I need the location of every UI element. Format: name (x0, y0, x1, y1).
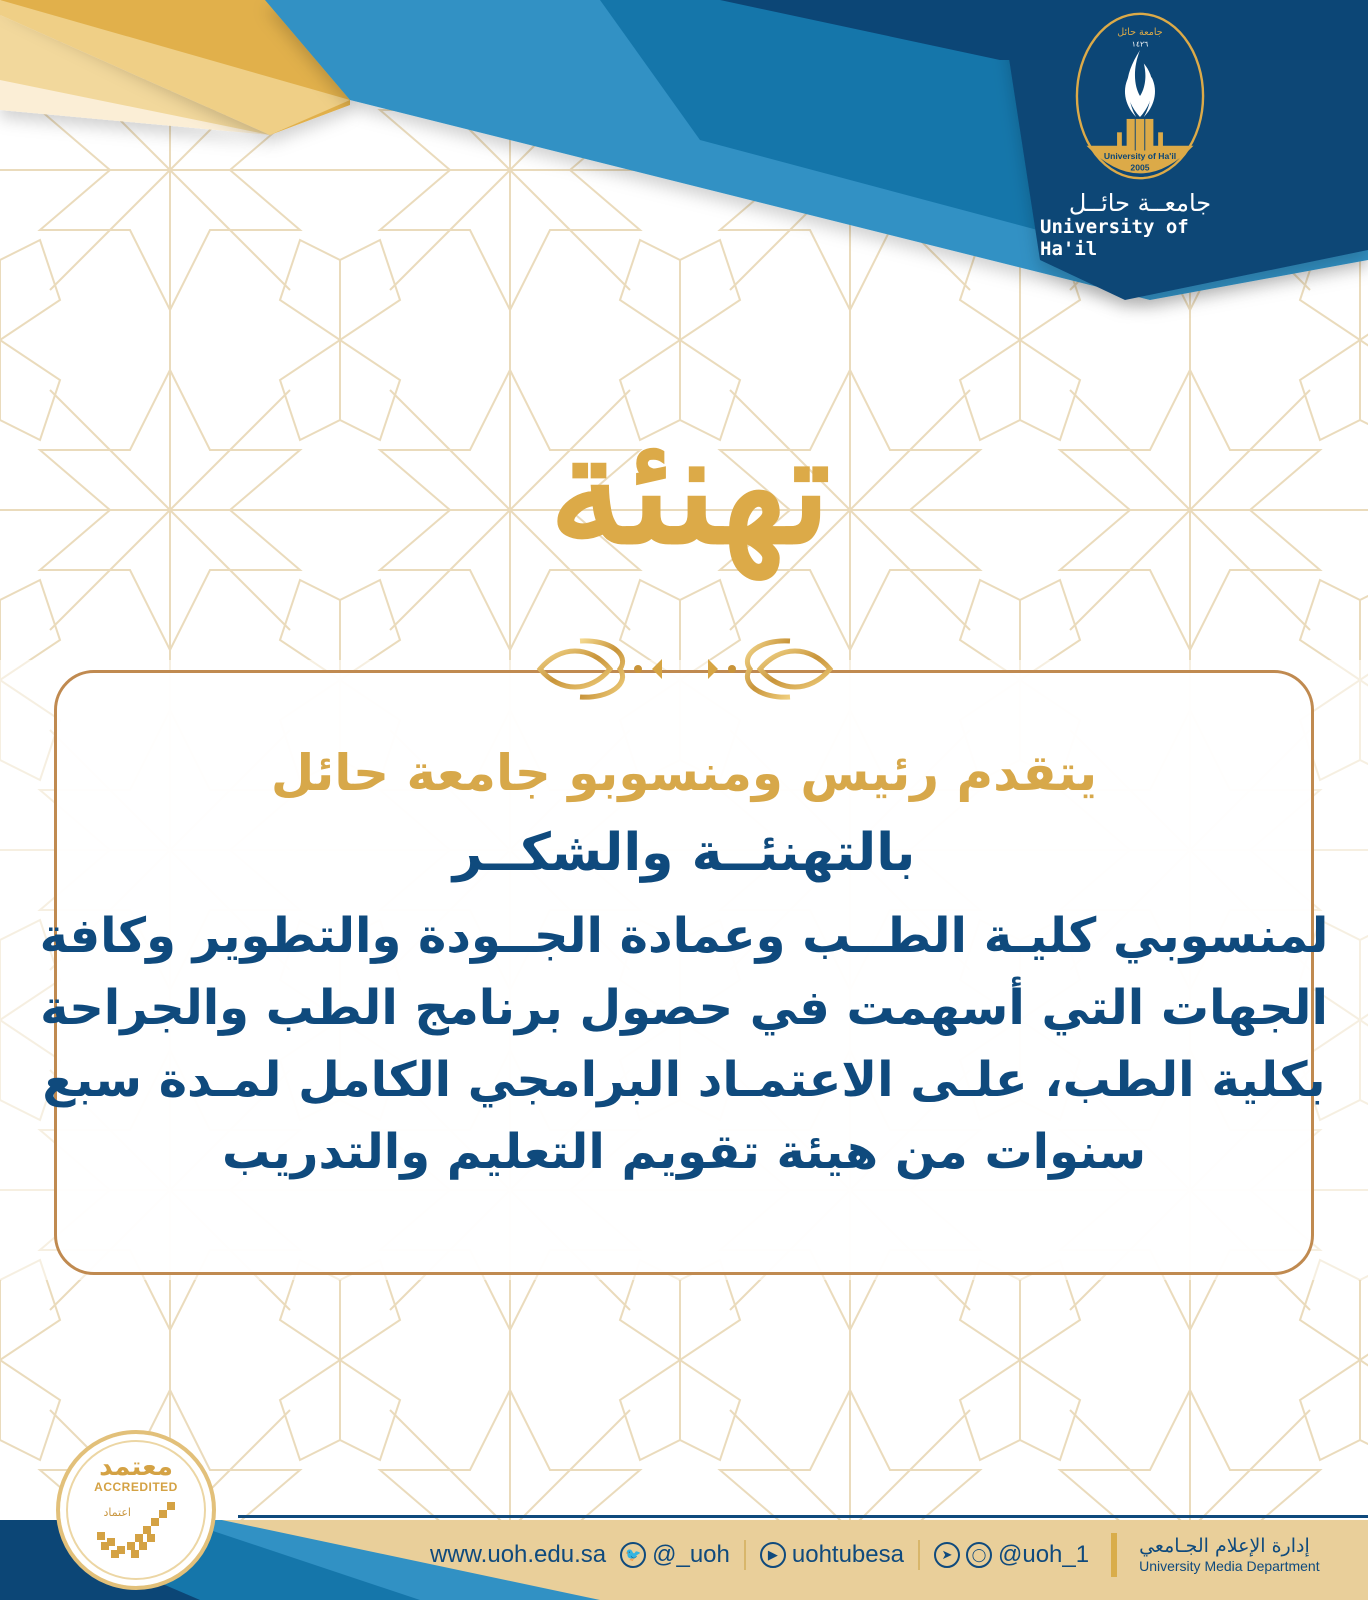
message-body (40, 900, 1329, 1188)
svg-text:١٤٢٦: ١٤٢٦ (1131, 39, 1149, 49)
accredited-badge (56, 1430, 216, 1590)
message-congrats-thanks: بالتهنئــة والشكــر (452, 823, 916, 883)
message-body-line: سنوات من هيئة تقويم التعليم والتدريب (221, 1124, 1147, 1180)
footer-separator (918, 1540, 920, 1570)
snapchat-icon: ◯ (966, 1542, 992, 1568)
ornament-divider-icon (520, 625, 850, 705)
headline-text: تهنئة (549, 402, 831, 578)
university-logo (1040, 10, 1240, 260)
twitter-icon: 🐦 (620, 1542, 646, 1568)
department-name-english: University Media Department (1139, 1558, 1320, 1574)
social-handle: @uoh_1 (997, 1541, 1090, 1568)
accredited-arabic: معتمد (99, 1452, 173, 1482)
university-name-arabic: جامعــة حائــل (1068, 189, 1212, 217)
footer-contacts (430, 1530, 1368, 1580)
footer-separator-bar (1111, 1533, 1117, 1577)
social-handle-link[interactable] (934, 1541, 1089, 1569)
department-name-arabic: إدارة الإعلام الجـامعي (1139, 1535, 1310, 1557)
youtube-link[interactable] (760, 1541, 904, 1569)
message-intro: يتقدم رئيس ومنسوبو جامعة حائل (270, 744, 1098, 802)
torch-emblem-icon (1070, 10, 1210, 182)
svg-text:اعتماد: اعتماد (103, 1506, 131, 1519)
message-body-line: الجهات التي أسهمت في حصول برنامج الطب والجراحة (40, 980, 1328, 1036)
message-body-line: لمنسوبي كليـة الطــب وعمادة الجــودة والتطوير وكافة (39, 908, 1329, 964)
congratulations-headline (480, 365, 900, 615)
twitter-handle: @_uoh (652, 1541, 730, 1568)
svg-text:2005: 2005 (1130, 162, 1150, 173)
telegram-icon: ➤ (934, 1542, 960, 1568)
youtube-handle: uohtubesa (791, 1541, 904, 1568)
footer-separator (744, 1540, 746, 1570)
checkmark-icon (91, 1498, 181, 1568)
message-body-line: بكلية الطب، علـى الاعتمـاد البرامجي الكامل لمـدة سبع (42, 1052, 1326, 1108)
twitter-link[interactable] (620, 1541, 730, 1569)
youtube-icon: ▶ (760, 1542, 786, 1568)
footer-divider (238, 1515, 1368, 1518)
university-name-english: University of Ha'il (1040, 216, 1189, 260)
message-box (39, 670, 1329, 1275)
svg-text:University of Ha'il: University of Ha'il (1103, 151, 1177, 162)
svg-text:جامعة حائل: جامعة حائل (1117, 26, 1163, 38)
media-department (1139, 1535, 1320, 1575)
website-link[interactable] (430, 1541, 606, 1569)
website-text: www.uoh.edu.sa (430, 1541, 607, 1568)
accredited-english: ACCREDITED (94, 1480, 178, 1494)
